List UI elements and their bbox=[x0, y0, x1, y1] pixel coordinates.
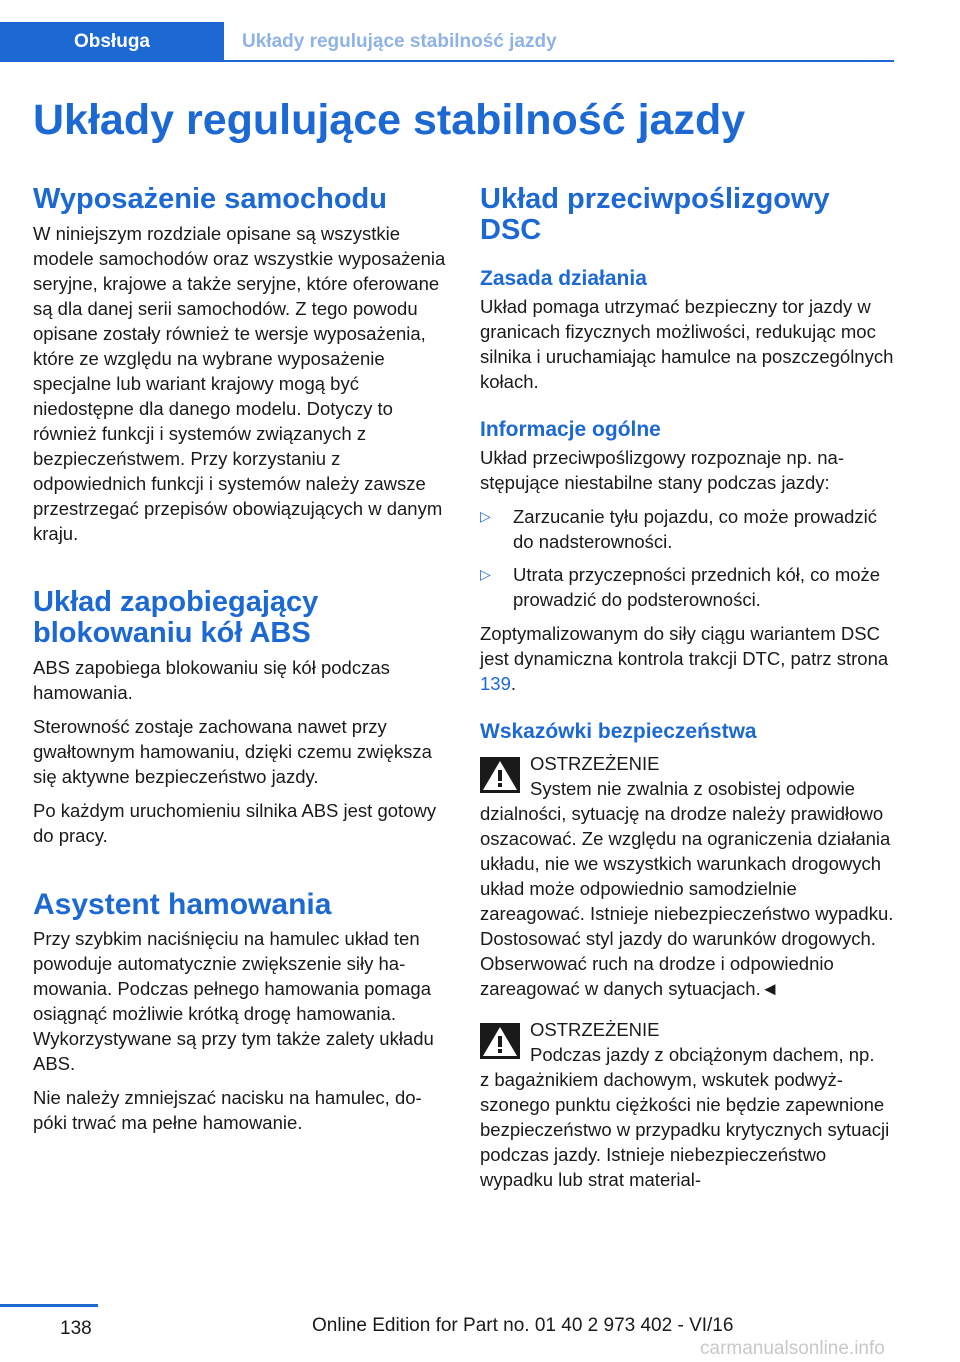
warning-block-2 bbox=[480, 1017, 895, 1192]
principle-paragraph: Układ pomaga utrzymać bezpieczny tor jazdy w granicach fizycznych możliwości, redukując moc silnika i uruchamiając hamulce na poszczególnych kołach. bbox=[480, 296, 894, 392]
heading-equipment: Wyposażenie samochodu bbox=[33, 183, 387, 215]
warning-text: dzialności, sytuację na drodze należy prawidłowo oszacować. Ze względu na ograniczenia działania układu, nie we wszystkich warunkach drogowych układ może odpowiednio samodzielnie zareagować. Istnieje niebezpieczeństwo wypadku. Dostosować styl jazdy do warunków drogowych. Obserwować ruch na drodze i odpowiednio zareagować w danych sytuacjach.◄ bbox=[480, 803, 894, 999]
abs-paragraph-1: ABS zapobiega blokowaniu się kół podczas hamowania. bbox=[33, 657, 390, 703]
page-title: Układy regulujące stabilność jazdy bbox=[33, 96, 746, 144]
warning-text-first-line: System nie zwalnia z osobistej odpowie bbox=[530, 778, 855, 799]
chapter-breadcrumb[interactable]: Układy regulujące stabilność jazdy bbox=[242, 31, 557, 52]
page-header bbox=[0, 22, 894, 62]
heading-dsc: Układ przeciwpoślizgowy DSC bbox=[480, 183, 830, 246]
triangle-bullet-icon: ▷ bbox=[480, 508, 491, 524]
heading-abs: Układ zapobiegający blokowaniu kół ABS bbox=[33, 586, 319, 649]
warning-label: OSTRZEŻENIE bbox=[530, 753, 660, 774]
triangle-bullet-icon: ▷ bbox=[480, 566, 491, 582]
page-reference-link[interactable]: 139 bbox=[480, 673, 511, 694]
instability-list bbox=[480, 504, 895, 612]
abs-paragraph-2: Sterowność zostaje zachowana nawet przy gwałtownym hamowaniu, dzięki czemu zwiększa się aktywne bezpieczeństwo jazdy. bbox=[33, 716, 432, 787]
warning-label: OSTRZEŻENIE bbox=[530, 1019, 660, 1040]
list-item: ▷ Zarzucanie tyłu pojazdu, co może prowadzić do nadsterowności. bbox=[480, 506, 878, 552]
brake-assist-paragraph-2: Nie należy zmniejszać nacisku na hamulec, dopóki trwać ma pełne hamowanie. bbox=[33, 1087, 422, 1133]
heading-operating-principle: Zasada działania bbox=[480, 267, 647, 290]
page-number: 138 bbox=[60, 1318, 92, 1339]
warning-text: z bagażnikiem dachowym, wskutek podwyższonego punktu ciężkości nie będzie zapewnione bezpieczeństwo w przypadku krytycznych sytuacji podczas jazdy. Istnieje niebezpieczeństwo wypadku lub strat material- bbox=[480, 1069, 890, 1190]
abs-paragraph-3: Po każdym uruchomieniu silnika ABS jest gotowy do pracy. bbox=[33, 800, 437, 846]
edition-note: Online Edition for Part no. 01 40 2 973 402 - VI/16 bbox=[312, 1315, 734, 1336]
right-column bbox=[480, 184, 895, 1202]
warning-triangle-icon bbox=[480, 1023, 520, 1059]
list-item: ▷ Utrata przyczepności przednich kół, co może prowadzić do podsterowności. bbox=[480, 564, 881, 610]
left-column bbox=[33, 184, 448, 1144]
watermark: carmanualsonline.info bbox=[700, 1338, 885, 1359]
heading-general-info: Informacje ogólne bbox=[480, 418, 661, 441]
warning-text-first-line: Podczas jazdy z obciążonym dachem, np. bbox=[530, 1044, 875, 1065]
heading-brake-assist: Asystent hamowania bbox=[33, 888, 332, 921]
brake-assist-paragraph-1: Przy szybkim naciśnięciu na hamulec układ ten powoduje automatycznie zwiększenie siły hamowania. Podczas pełnego hamowania pomaga osiągnąć możliwie krótką drogę hamowania. Wykorzystywane są przy tym także zalety układu ABS. bbox=[33, 928, 434, 1074]
equipment-paragraph: W niniejszym rozdziale opisane są wszystkie modele samochodów oraz wszystkie wyposażenia seryjne, krajowe a także seryjne, które oferowane są dla danej serii samochodów. Z tego powodu opisane zostały również te wersje wyposażenia, które ze względu na wybrane wyposażenie specjalne lub wariant krajowy mogą być niedostępne dla danego modelu. Dotyczy to również funkcji i systemów związanych z bezpieczeństwem. Przy korzystaniu z odpowiednich funkcji i systemów należy zawsze przestrzegać przepisów obowiązujących w danym kraju. bbox=[33, 223, 446, 544]
general-info-paragraph: Układ przeciwpoślizgowy rozpoznaje np. następujące niestabilne stany podczas jazdy: bbox=[480, 447, 845, 493]
section-tab[interactable]: Obsługa bbox=[0, 22, 224, 62]
footer-divider bbox=[0, 1304, 98, 1307]
header-divider bbox=[224, 60, 894, 62]
dtc-paragraph: Zoptymalizowanym do siły ciągu wariantem DSC jest dynamiczna kontrola trakcji DTC, patrz strona 139. bbox=[480, 623, 889, 694]
warning-triangle-icon bbox=[480, 757, 520, 793]
heading-safety-notes: Wskazówki bezpieczeństwa bbox=[480, 720, 757, 743]
warning-block-1 bbox=[480, 751, 895, 1001]
